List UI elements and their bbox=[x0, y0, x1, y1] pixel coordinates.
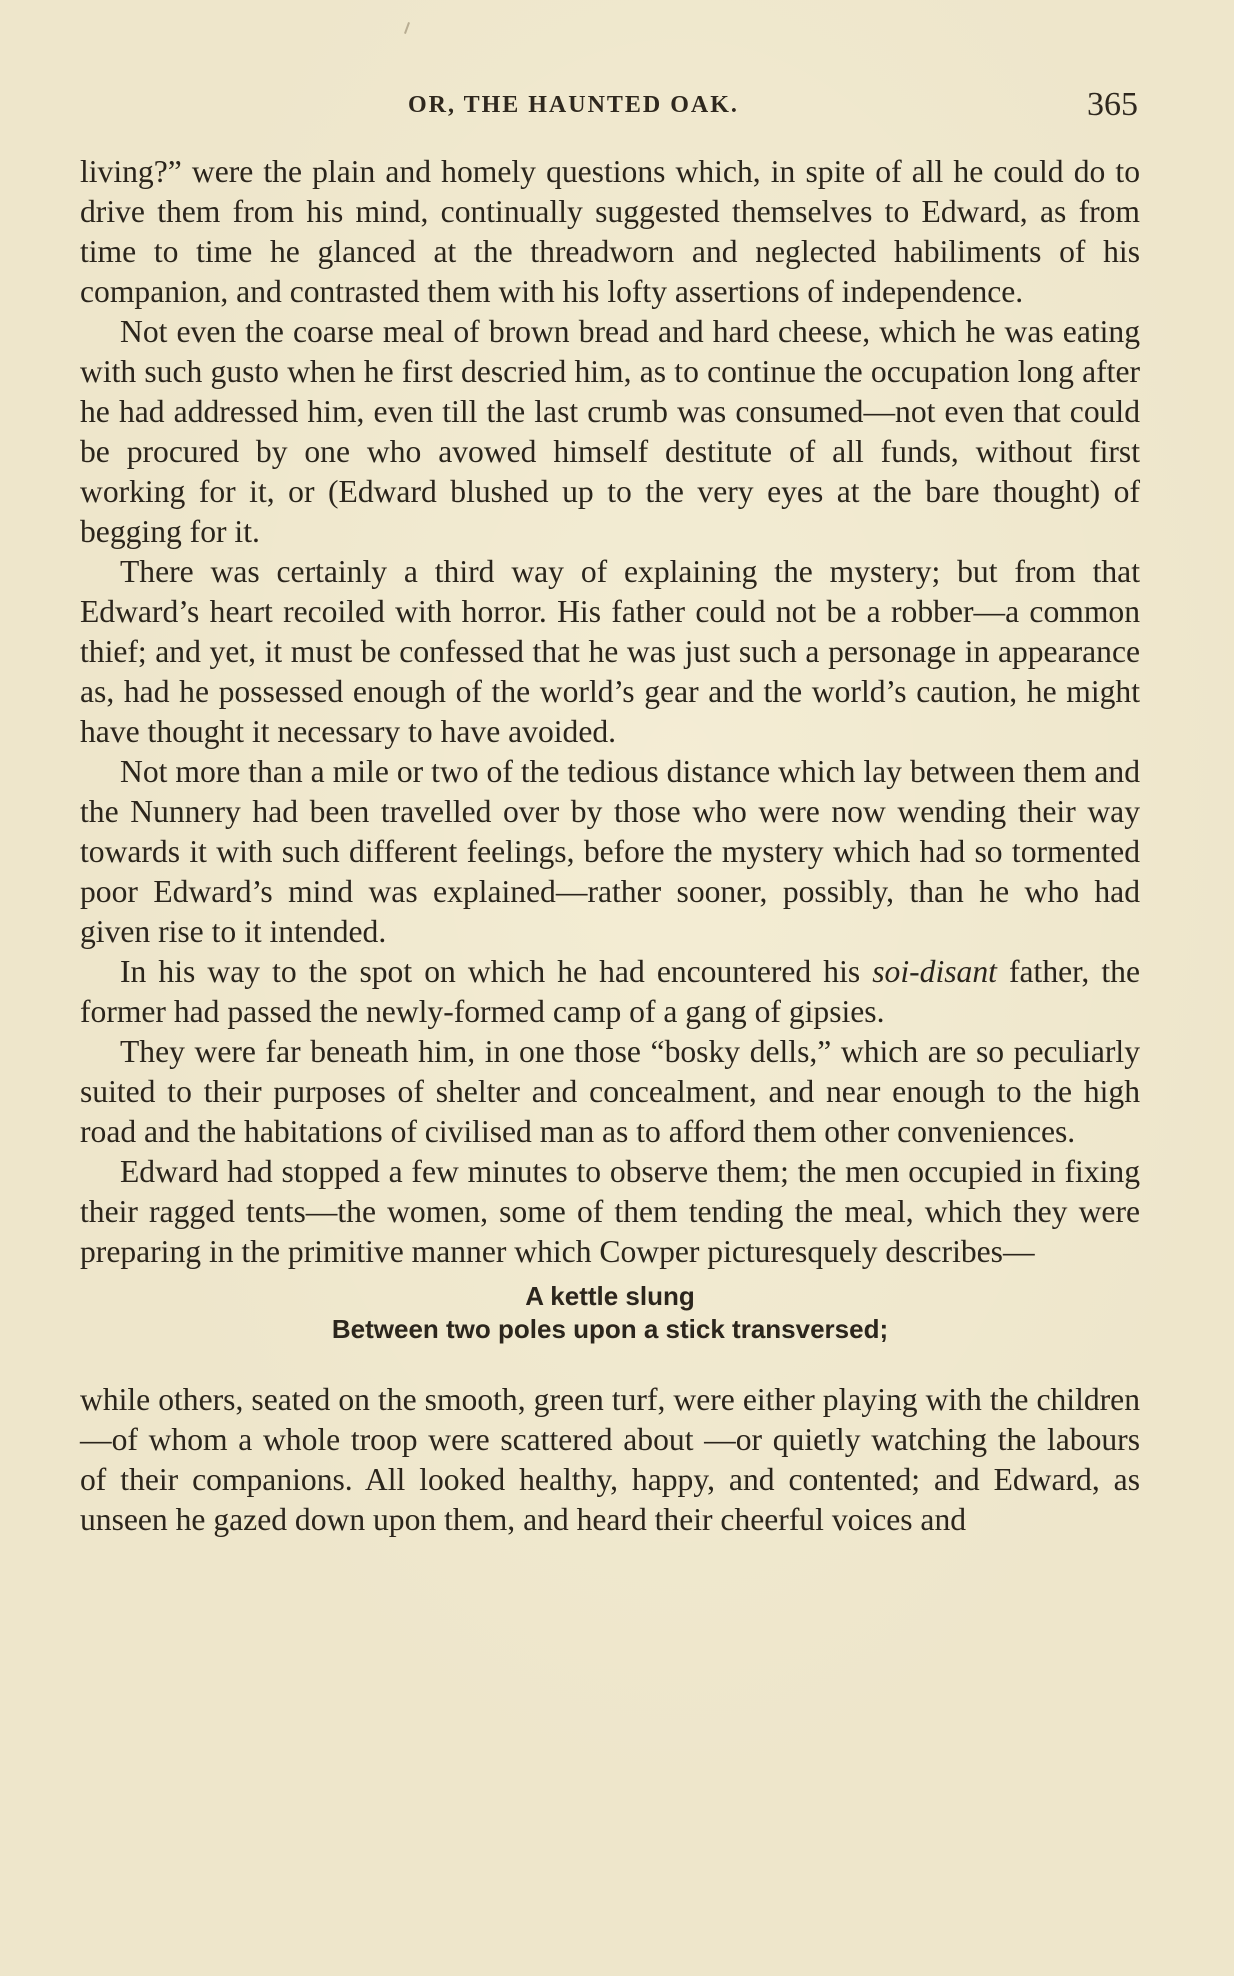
paragraph: while others, seated on the smooth, green turf, were either playing with the children—of whom a whole troop were scattered about —or quietly watching the labours of their companions. All looked healthy, happy, and contented; and Edward, as unseen he gazed down upon them, and heard their cheerful voices and bbox=[80, 1382, 1140, 1537]
spacer bbox=[80, 1360, 1140, 1380]
paragraph bbox=[80, 952, 1140, 1032]
paragraph: Not even the coarse meal of brown bread and hard cheese, which he was eating with such gusto when he first descried him, as to continue the occupation long after he had addressed him, even till the last crumb was consumed—not even that could be procured by one who avowed himself destitute of all funds, without first working for it, or (Edward blushed up to the very eyes at the bare thought) of begging for it. bbox=[80, 314, 1140, 549]
paragraph: living?” were the plain and homely questions which, in spite of all he could do to drive them from his mind, continually suggested themselves to Edward, as from time to time he glanced at the threadworn and neglected habiliments of his companion, and contrasted them with his lofty assertions of independence. bbox=[80, 154, 1140, 309]
paragraph-text: In his way to the spot on which he had encountered his bbox=[120, 954, 873, 989]
verse-quotation bbox=[80, 1280, 1140, 1346]
page-blemish bbox=[404, 22, 410, 34]
verse-line: A kettle slung bbox=[525, 1281, 695, 1311]
running-head: OR, THE HAUNTED OAK. bbox=[408, 92, 739, 118]
italic-phrase: soi-disant bbox=[872, 954, 997, 989]
paragraph: There was certainly a third way of explaining the mystery; but from that Edward’s heart recoiled with horror. His father could not be a robber—a common thief; and yet, it must be confessed that he was just such a personage in appearance as, had he possessed enough of the world’s gear and the world’s caution, he might have thought it necessary to have avoided. bbox=[80, 554, 1140, 749]
page-number: 365 bbox=[1087, 86, 1138, 123]
paragraph-text: father, the former had passed the newly-formed camp of a gang of gipsies. bbox=[80, 954, 1140, 1029]
paragraph: They were far beneath him, in one those “bosky dells,” which are so peculiarly suited to their purposes of shelter and concealment, and near enough to the high road and the habitations of civilised man as to afford them other conveniences. bbox=[80, 1034, 1140, 1149]
paragraph: Not more than a mile or two of the tedious distance which lay between them and the Nunnery had been travelled over by those who were now wending their way towards it with such different feelings, before the mystery which had so tormented poor Edward’s mind was explained—rather sooner, possibly, than he who had given rise to it intended. bbox=[80, 754, 1140, 949]
page-header bbox=[78, 86, 1138, 126]
paragraph: Edward had stopped a few minutes to observe them; the men occupied in fixing their ragged tents—the women, some of them tending the meal, which they were preparing in the primitive manner which Cowper picturesquely describes— bbox=[80, 1154, 1140, 1269]
verse-line: Between two poles upon a stick transversed; bbox=[331, 1314, 889, 1344]
body-text bbox=[80, 152, 1140, 1540]
